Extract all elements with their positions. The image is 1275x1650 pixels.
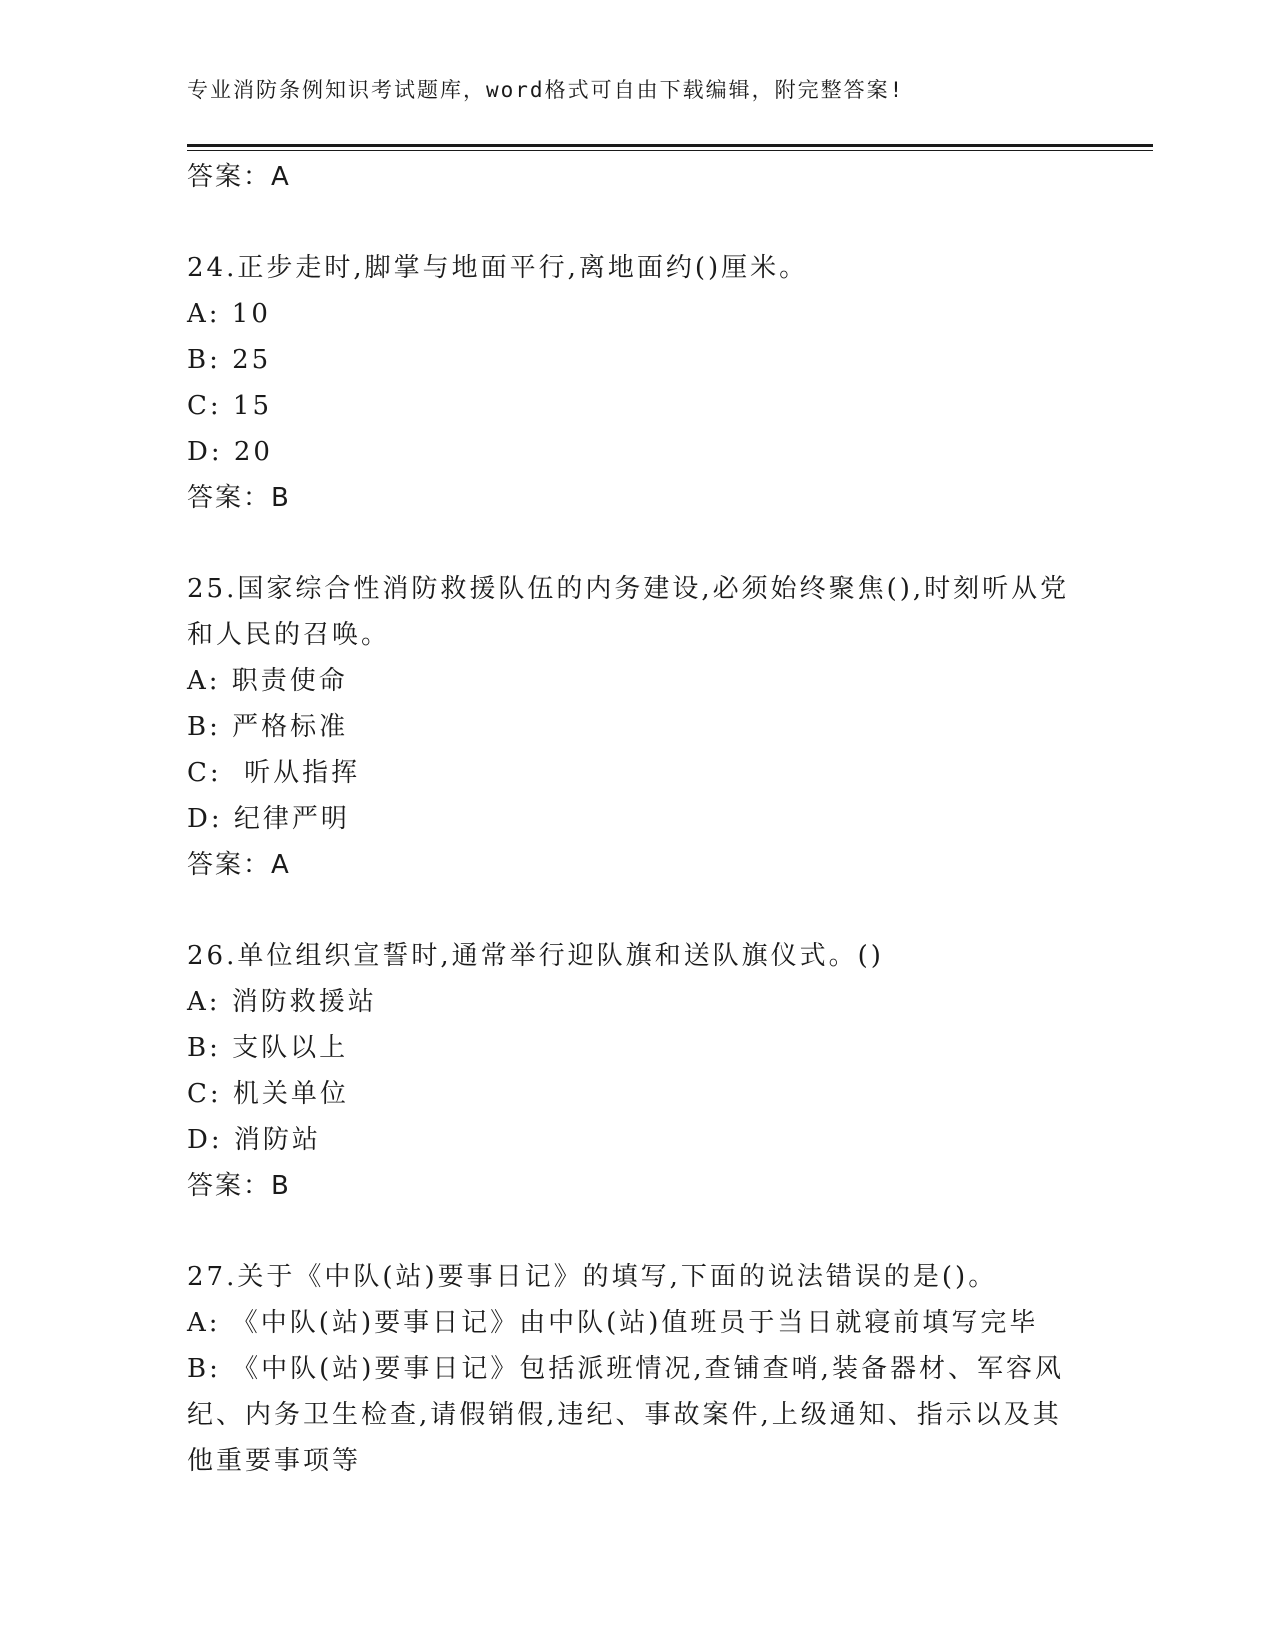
option-b-continued: 纪、内务卫生检查,请假销假,违纪、事故案件,上级通知、指示以及其 [187,1400,1062,1430]
option-d: D: 消防站 [187,1125,321,1155]
question-26 [187,933,1087,1209]
option-c: C: 听从指挥 [187,758,361,788]
question-stem: 27.关于《中队(站)要事日记》的填写,下面的说法错误的是()。 [187,1262,998,1292]
answer-line: 答案：B [187,1171,291,1201]
option-d: D: 20 [187,437,273,467]
question-stem-continued: 和人民的召唤。 [187,620,391,650]
question-25 [187,566,1087,888]
header-rule-thick [187,144,1153,147]
option-d: D: 纪律严明 [187,804,350,834]
question-stem: 26.单位组织宣誓时,通常举行迎队旗和送队旗仪式。() [187,941,884,971]
answer-line: 答案：A [187,850,291,880]
question-stem: 24.正步走时,脚掌与地面平行,离地面约()厘米。 [187,253,809,283]
option-a: A: 10 [187,299,271,329]
option-a: A: 职责使命 [187,666,348,696]
option-b: B: 《中队(站)要事日记》包括派班情况,查铺查哨,装备器材、军容风 [187,1354,1064,1384]
option-b: B: 严格标准 [187,712,349,742]
question-content [187,154,1087,1484]
option-c: C: 15 [187,391,273,421]
answer-line: 答案：A [187,162,291,192]
header-rule-thin [187,150,1153,151]
question-stem: 25.国家综合性消防救援队伍的内务建设,必须始终聚焦(),时刻听从党 [187,574,1070,604]
option-c: C: 机关单位 [187,1079,349,1109]
page-header: 专业消防条例知识考试题库，word格式可自由下载编辑，附完整答案! [187,78,905,102]
option-b: B: 支队以上 [187,1033,349,1063]
question-24 [187,245,1087,521]
question-27 [187,1254,1087,1484]
answer-line: 答案：B [187,483,291,513]
option-b: B: 25 [187,345,272,375]
option-a: A: 《中队(站)要事日记》由中队(站)值班员于当日就寝前填写完毕 [187,1308,1039,1338]
option-b-continued: 他重要事项等 [187,1446,362,1476]
option-a: A: 消防救援站 [187,987,377,1017]
